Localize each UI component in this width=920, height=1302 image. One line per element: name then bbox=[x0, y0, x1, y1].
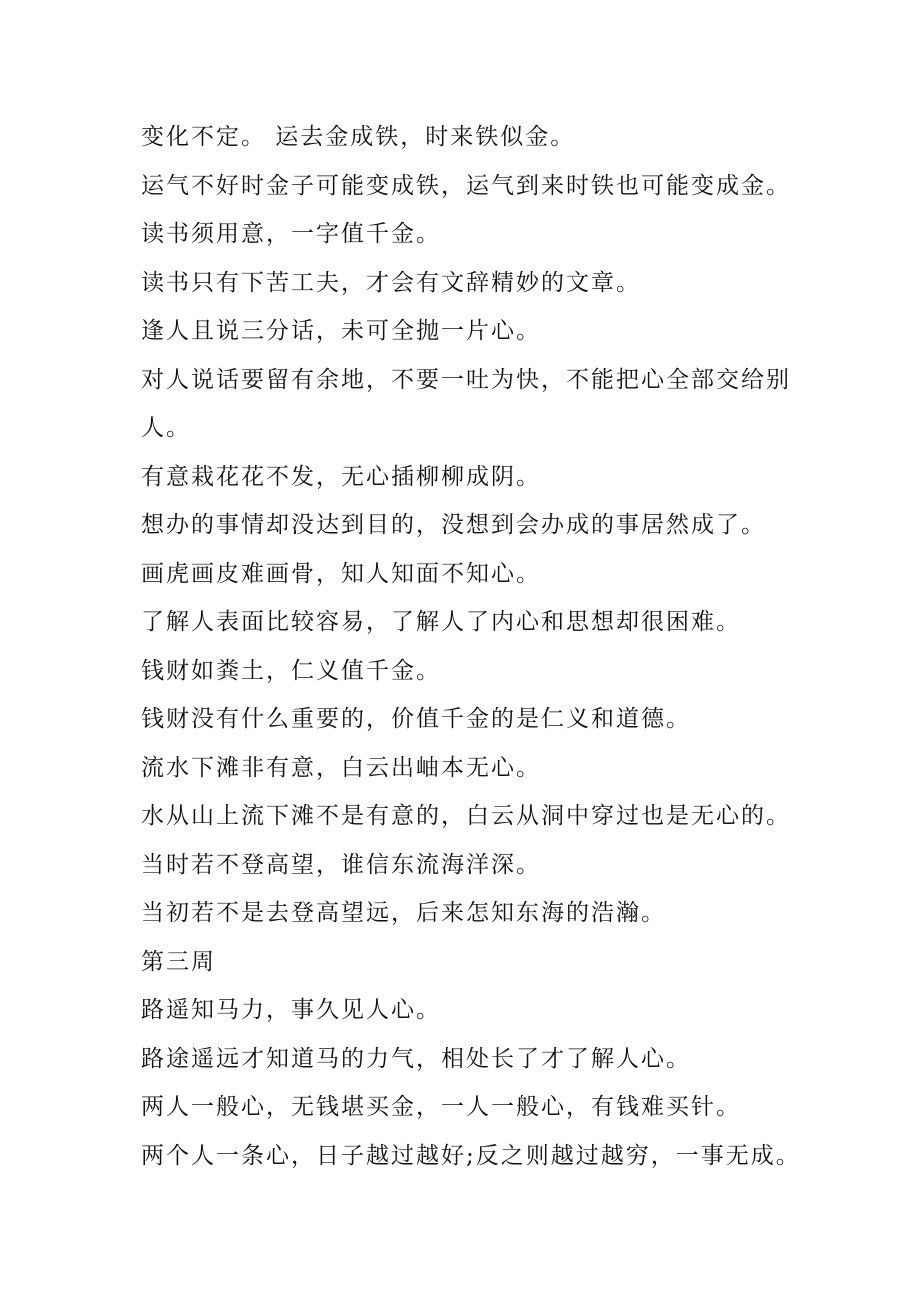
text-line: 画虎画皮难画骨，知人知面不知心。 bbox=[141, 560, 541, 587]
text-line: 当初若不是去登高望远，后来怎知东海的浩瀚。 bbox=[141, 900, 666, 926]
text-line: 有意栽花花不发，无心插柳柳成阴。 bbox=[141, 463, 541, 490]
text-line: 两个人一条心，日子越过越好;反之则越过越穷，一事无成。 bbox=[141, 1142, 801, 1169]
text-line: 运气不好时金子可能变成铁，运气到来时铁也可能变成金。 bbox=[141, 172, 791, 199]
text-line: 读书须用意，一字值千金。 bbox=[141, 221, 441, 247]
text-line: 想办的事情却没达到目的，没想到会办成的事居然成了。 bbox=[141, 512, 766, 538]
text-line: 钱财如粪土，仁义值千金。 bbox=[141, 657, 441, 684]
text-line: 钱财没有什么重要的，价值千金的是仁义和道德。 bbox=[141, 706, 691, 732]
text-line: 变化不定。 运去金成铁，时来铁似金。 bbox=[141, 124, 576, 150]
text-line: 当时若不登高望，谁信东流海洋深。 bbox=[141, 851, 541, 878]
text-line: 两人一般心，无钱堪买金，一人一般心，有钱难买针。 bbox=[141, 1094, 741, 1120]
text-line: 水从山上流下滩不是有意的，白云从洞中穿过也是无心的。 bbox=[141, 803, 791, 829]
text-line: 逢人且说三分话，未可全抛一片心。 bbox=[141, 318, 541, 344]
text-line: 了解人表面比较容易，了解人了内心和思想却很困难。 bbox=[141, 609, 741, 635]
text-body bbox=[141, 113, 841, 1180]
text-line: 人。 bbox=[141, 415, 191, 441]
text-line: 路遥知马力，事久见人心。 bbox=[141, 997, 441, 1023]
text-line: 流水下滩非有意，白云出岫本无心。 bbox=[141, 754, 541, 781]
text-line: 对人说话要留有余地，不要一吐为快，不能把心全部交给别 bbox=[141, 366, 791, 393]
text-line: 路途遥远才知道马的力气，相处长了才了解人心。 bbox=[141, 1045, 691, 1072]
text-line: 读书只有下苦工夫，才会有文辞精妙的文章。 bbox=[141, 269, 641, 296]
section-heading: 第三周 bbox=[141, 948, 216, 975]
